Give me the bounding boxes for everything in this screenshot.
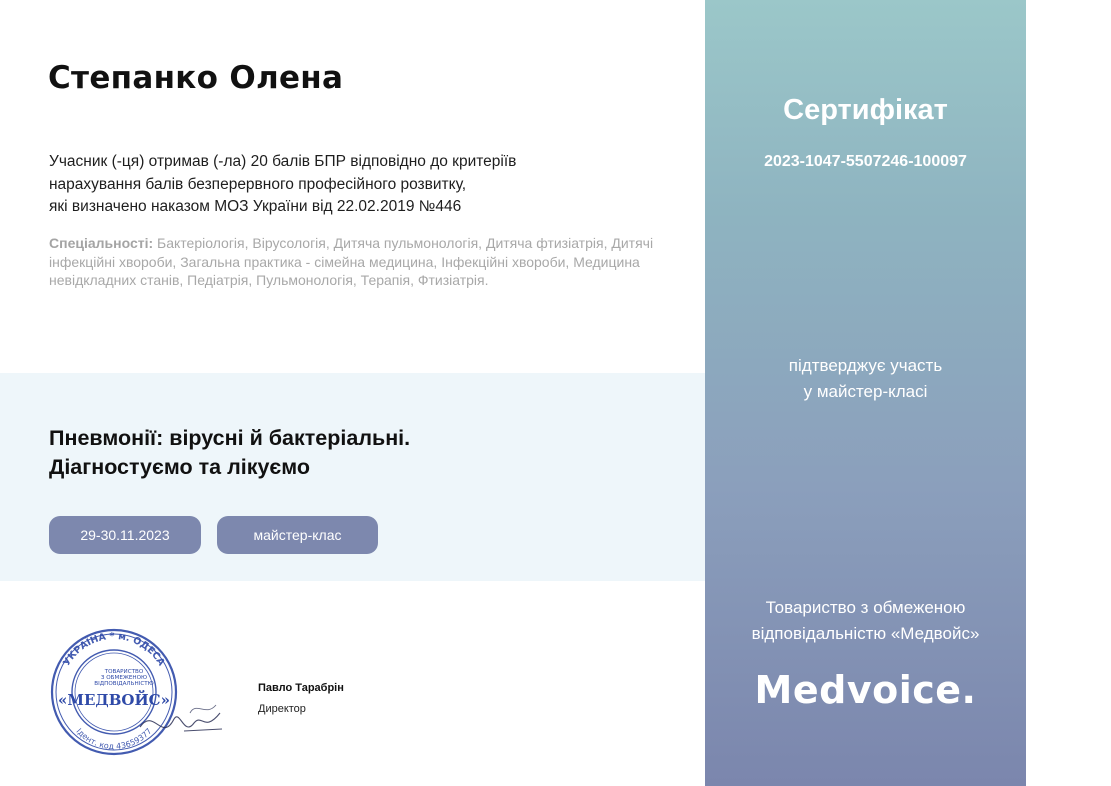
medvoice-logo: Medvoice.	[754, 668, 977, 712]
company-stamp	[44, 627, 234, 757]
svg-text:«МЕДВОЙС»: «МЕДВОЙС»	[58, 691, 170, 709]
participation-confirmation	[705, 353, 1026, 405]
organization-name-line: відповідальністю «Медвойс»	[751, 624, 980, 643]
specialties-label: Спеціальності:	[49, 235, 154, 251]
description-line: Учасник (-ця) отримав (-ла) 20 балів БПР відповідно до критеріїв	[49, 153, 517, 170]
course-title-line: Пневмонії: вірусні й бактеріальні.	[49, 426, 411, 450]
course-type-badge: майстер-клас	[217, 516, 378, 554]
stamp-seal-icon	[44, 627, 234, 757]
course-date-badge: 29-30.11.2023	[49, 516, 201, 554]
certificate-heading: Сертифікат	[783, 94, 948, 126]
participant-name: Степанко Олена	[48, 60, 344, 96]
confirmation-line: підтверджує участь	[788, 356, 943, 375]
certificate-number: 2023-1047-5507246-100097	[764, 153, 967, 170]
course-title	[49, 424, 410, 482]
specialties-values: Бактеріологія, Вірусологія, Дитяча пульмонологія, Дитяча фтизіатрія, Дитячі інфекційні хвороби, Загальна практика - сімейна медицина, Інфекційні хвороби, Медицина невідкладних станів, Педіатрія, Пульмонологія, Терапія, Фтизіатрія.	[49, 235, 654, 288]
svg-text:З ОБМЕЖЕНОЮ: З ОБМЕЖЕНОЮ	[100, 675, 148, 681]
specialties-list	[49, 234, 689, 290]
svg-text:ВІДПОВІДАЛЬНІСТЮ: ВІДПОВІДАЛЬНІСТЮ	[94, 681, 154, 687]
signer-name: Павло Тарабрін	[258, 682, 344, 694]
organization-name-line: Товариство з обмеженою	[765, 598, 966, 617]
description-line: які визначено наказом МОЗ України від 22.02.2019 №446	[49, 198, 462, 215]
svg-text:УКРАЇНА * м. ОДЕСА: УКРАЇНА * м. ОДЕСА	[61, 630, 167, 668]
description-line: нарахування балів безперервного професійного розвитку,	[49, 175, 467, 193]
certificate-side-panel	[705, 0, 1026, 786]
organization-name	[705, 595, 1026, 647]
svg-text:Ідент. код 43659377: Ідент. код 43659377	[74, 726, 154, 752]
svg-text:ТОВАРИСТВО: ТОВАРИСТВО	[104, 669, 144, 675]
signer-role: Директор	[258, 703, 306, 715]
points-description	[49, 151, 609, 219]
course-title-line: Діагностуємо та лікуємо	[49, 455, 311, 479]
right-margin	[1026, 0, 1111, 786]
confirmation-line: у майстер-класі	[803, 382, 928, 401]
